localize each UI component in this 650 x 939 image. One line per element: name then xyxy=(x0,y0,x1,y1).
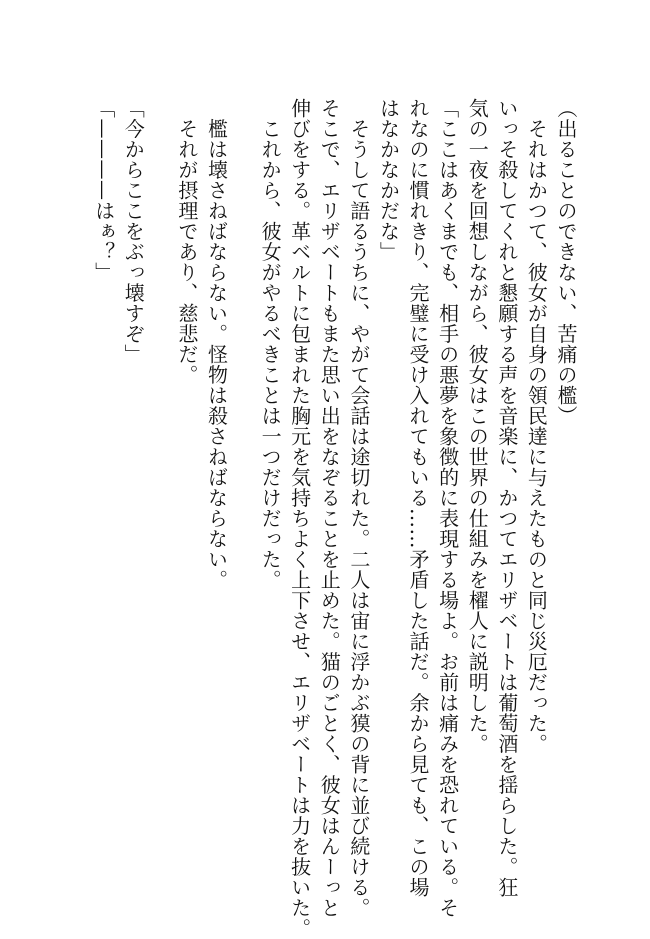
dialogue-line: 「今からここをぶっ壊すぞ」 xyxy=(121,98,146,365)
text-line: はなかなかだな」 xyxy=(376,98,401,262)
text-line: 伸びをする。革ベルトに包まれた胸元を気持ちよく上下させ、エリザベートは力を抜いた。 xyxy=(287,98,312,939)
text-line: 「ここはあくまでも、相手の悪夢を象徴的に表現する場よ。お前は痛みを恐れている。そ xyxy=(435,98,460,918)
text-line: 檻は壊さねばならない。怪物は殺さねばならない。 xyxy=(204,98,229,590)
paragraph-gap xyxy=(230,98,254,858)
text-line: （出ることのできない、苦痛の檻） xyxy=(554,98,578,426)
text-line: これから、彼女がやるべきことは一つだけだった。 xyxy=(258,98,283,590)
text-line: れなのに慣れきり、完璧に受け入れてもいる……矛盾した話だ。余から見ても、この場 xyxy=(406,98,431,898)
text-line: そこで、エリザベートもまた思い出をなぞることを止めた。猫のごとく、彼女はんーっと xyxy=(317,98,342,918)
text-line: それはかつて、彼女が自身の領民達に与えたものと同じ災厄だった。 xyxy=(524,98,549,754)
vertical-text-block xyxy=(88,98,580,939)
text-line: それが摂理であり、慈悲だ。 xyxy=(174,98,199,385)
paragraph-gap xyxy=(147,98,171,858)
text-line: そうして語るうちに、やがて会話は途切れた。二人は宙に浮かぶ獏の背に並び続ける。 xyxy=(346,98,371,918)
text-line: 気の一夜を回想しながら、彼女はこの世界の仕組みを櫂人に説明した。 xyxy=(465,98,490,754)
dialogue-line: 「————はぁ？」 xyxy=(91,98,116,283)
text-line: いっそ殺してくれと懇願する声を音楽に、かつてエリザベートは葡萄酒を揺らした。狂 xyxy=(494,98,519,898)
